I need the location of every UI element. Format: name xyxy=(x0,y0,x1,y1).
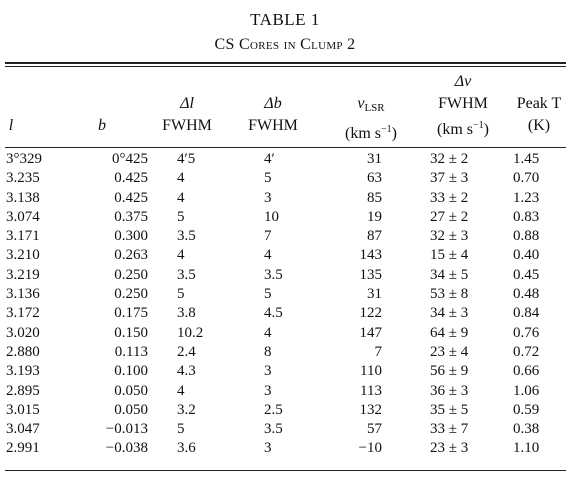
cell-peak-t: 0.66 xyxy=(513,363,540,380)
cell-b: 0.300 xyxy=(114,228,148,245)
cell-l: 3.193 xyxy=(6,363,40,380)
cell-delta-l: 5 xyxy=(177,208,185,225)
cell-vlsr: −10 xyxy=(358,440,382,457)
cell-delta-v: 35 ± 5 xyxy=(430,401,469,418)
cell-delta-b: 3 xyxy=(264,440,272,457)
table-row xyxy=(0,382,570,401)
cell-delta-l: 4 xyxy=(177,189,185,206)
cell-delta-b: 7 xyxy=(264,228,272,245)
cell-l: 2.895 xyxy=(6,382,40,399)
cell-delta-v: 34 ± 3 xyxy=(430,305,469,322)
cell-b: 0.050 xyxy=(114,382,148,399)
table-row xyxy=(0,189,570,208)
cell-delta-v: 23 ± 3 xyxy=(430,440,469,457)
table-row xyxy=(0,439,570,458)
cell-delta-b: 3.5 xyxy=(264,266,283,283)
cell-delta-v: 32 ± 3 xyxy=(430,228,469,245)
table-row xyxy=(0,246,570,265)
cell-b: 0.100 xyxy=(114,363,148,380)
cell-peak-t: 0.70 xyxy=(513,170,540,187)
cell-delta-v: 15 ± 4 xyxy=(430,247,469,264)
cell-vlsr: 110 xyxy=(360,363,382,380)
cell-vlsr: 143 xyxy=(359,247,382,264)
table-row xyxy=(0,150,570,169)
header-vlsr: $v_{LSR}$ (km $s^{-1}$) xyxy=(345,95,397,142)
table-row xyxy=(0,420,570,439)
header-delta-l: Δl FWHM xyxy=(162,95,212,134)
cell-l: 3.015 xyxy=(6,401,40,418)
cell-delta-v: 36 ± 3 xyxy=(430,382,469,399)
cell-l: 3.235 xyxy=(6,170,40,187)
table-title: TABLE 1 xyxy=(250,10,320,29)
header-b: b xyxy=(98,117,106,134)
cell-b: 0°425 xyxy=(112,151,148,167)
cell-delta-v: 64 ± 9 xyxy=(430,324,469,341)
cell-delta-l: 4.3 xyxy=(177,363,196,380)
table-row xyxy=(0,304,570,323)
cell-vlsr: 122 xyxy=(359,305,382,322)
cell-l: 3.020 xyxy=(6,324,40,341)
cell-vlsr: 57 xyxy=(367,421,382,438)
cell-vlsr: 87 xyxy=(367,228,382,245)
cell-l: 3.074 xyxy=(6,208,40,225)
cell-peak-t: 0.72 xyxy=(513,343,540,360)
cell-delta-l: 5 xyxy=(177,286,185,303)
cell-b: 0.375 xyxy=(114,208,148,225)
top-rule-thick xyxy=(5,62,566,64)
cell-delta-b: 4 xyxy=(264,247,272,264)
cell-b: 0.150 xyxy=(114,324,148,341)
table-subtitle: CS Cores in Clump 2 xyxy=(214,36,356,53)
cell-delta-v: 32 ± 2 xyxy=(430,151,469,167)
cell-b: 0.113 xyxy=(114,343,148,360)
cell-vlsr: 31 xyxy=(367,286,382,303)
cell-delta-b: 4.5 xyxy=(264,305,283,322)
cell-b: 0.250 xyxy=(114,286,148,303)
bottom-rule xyxy=(5,470,566,471)
cell-delta-b: 2.5 xyxy=(264,401,283,418)
table-body xyxy=(0,150,570,459)
table-row xyxy=(0,208,570,227)
cell-delta-v: 27 ± 2 xyxy=(430,208,469,225)
cell-delta-v: 37 ± 3 xyxy=(430,170,469,187)
header-rule xyxy=(5,147,566,148)
cell-delta-b: 5 xyxy=(264,170,272,187)
table-row xyxy=(0,285,570,304)
cell-delta-l: 4′5 xyxy=(177,151,196,167)
cell-delta-b: 5 xyxy=(264,286,272,303)
cell-delta-b: 4 xyxy=(264,324,272,341)
cell-delta-v: 53 ± 8 xyxy=(430,286,469,303)
cell-peak-t: 0.84 xyxy=(513,305,540,322)
cell-delta-l: 3.2 xyxy=(177,401,196,418)
cell-l: 3.219 xyxy=(6,266,40,283)
cell-delta-l: 3.5 xyxy=(177,228,196,245)
cell-b: −0.013 xyxy=(105,421,148,438)
cell-l: 3.172 xyxy=(6,305,40,322)
cell-peak-t: 0.59 xyxy=(513,401,540,418)
cell-delta-l: 10.2 xyxy=(177,324,204,341)
table-row xyxy=(0,362,570,381)
table-row xyxy=(0,324,570,343)
cell-b: 0.425 xyxy=(114,189,148,206)
table-row xyxy=(0,169,570,188)
header-peak-t: Peak T (K) xyxy=(516,95,562,134)
cell-vlsr: 19 xyxy=(367,208,382,225)
cell-vlsr: 63 xyxy=(367,170,382,187)
cell-delta-l: 4 xyxy=(177,170,185,187)
cell-b: −0.038 xyxy=(105,440,148,457)
cell-peak-t: 0.40 xyxy=(513,247,540,264)
cell-peak-t: 0.38 xyxy=(513,421,540,438)
cell-b: 0.050 xyxy=(114,401,148,418)
cell-l: 2.991 xyxy=(6,440,40,457)
cell-vlsr: 7 xyxy=(374,343,382,360)
cell-delta-l: 3.8 xyxy=(177,305,196,322)
cell-vlsr: 147 xyxy=(359,324,382,341)
cell-delta-v: 56 ± 9 xyxy=(430,363,469,380)
cell-peak-t: 0.88 xyxy=(513,228,540,245)
cell-peak-t: 1.23 xyxy=(513,189,540,206)
cell-l: 3.047 xyxy=(6,421,40,438)
cell-b: 0.250 xyxy=(114,266,148,283)
cell-peak-t: 1.06 xyxy=(513,382,540,399)
cell-l: 2.880 xyxy=(6,343,40,360)
cell-vlsr: 85 xyxy=(367,189,382,206)
cell-delta-l: 3.5 xyxy=(177,266,196,283)
header-delta-v: Δv FWHM (km $s^{-1}$) xyxy=(437,73,489,138)
cell-l: 3°329 xyxy=(6,151,42,167)
cell-delta-b: 3 xyxy=(264,363,272,380)
cell-delta-v: 34 ± 5 xyxy=(430,266,469,283)
cell-delta-l: 3.6 xyxy=(177,440,196,457)
cell-delta-b: 10 xyxy=(264,208,279,225)
table-row xyxy=(0,227,570,246)
cell-delta-l: 2.4 xyxy=(177,343,196,360)
cell-delta-v: 33 ± 7 xyxy=(430,421,469,438)
cell-delta-b: 3 xyxy=(264,189,272,206)
header-delta-b: Δb FWHM xyxy=(248,95,298,134)
cell-peak-t: 0.48 xyxy=(513,286,540,303)
cell-vlsr: 132 xyxy=(359,401,382,418)
cell-delta-l: 4 xyxy=(177,247,185,264)
cell-vlsr: 31 xyxy=(367,151,382,167)
cell-delta-v: 33 ± 2 xyxy=(430,189,469,206)
cell-vlsr: 135 xyxy=(359,266,382,283)
cell-delta-l: 5 xyxy=(177,421,185,438)
cell-l: 3.138 xyxy=(6,189,40,206)
header-l: l xyxy=(8,117,14,134)
cell-l: 3.210 xyxy=(6,247,40,264)
table-row xyxy=(0,266,570,285)
top-rule-thin xyxy=(5,66,566,67)
cell-peak-t: 0.45 xyxy=(513,266,540,283)
cell-b: 0.425 xyxy=(114,170,148,187)
cell-peak-t: 0.83 xyxy=(513,208,540,225)
cell-l: 3.171 xyxy=(6,228,40,245)
cell-peak-t: 0.76 xyxy=(513,324,540,341)
cell-delta-b: 3 xyxy=(264,382,272,399)
cell-peak-t: 1.45 xyxy=(513,151,540,167)
cell-vlsr: 113 xyxy=(360,382,382,399)
cell-b: 0.175 xyxy=(114,305,148,322)
cell-delta-l: 4 xyxy=(177,382,185,399)
cell-delta-v: 23 ± 4 xyxy=(430,343,469,360)
table-row xyxy=(0,343,570,362)
cell-delta-b: 4′ xyxy=(264,151,275,167)
cell-delta-b: 3.5 xyxy=(264,421,283,438)
cell-l: 3.136 xyxy=(6,286,40,303)
cell-peak-t: 1.10 xyxy=(513,440,540,457)
cell-b: 0.263 xyxy=(114,247,148,264)
table-row xyxy=(0,401,570,420)
cell-delta-b: 8 xyxy=(264,343,272,360)
